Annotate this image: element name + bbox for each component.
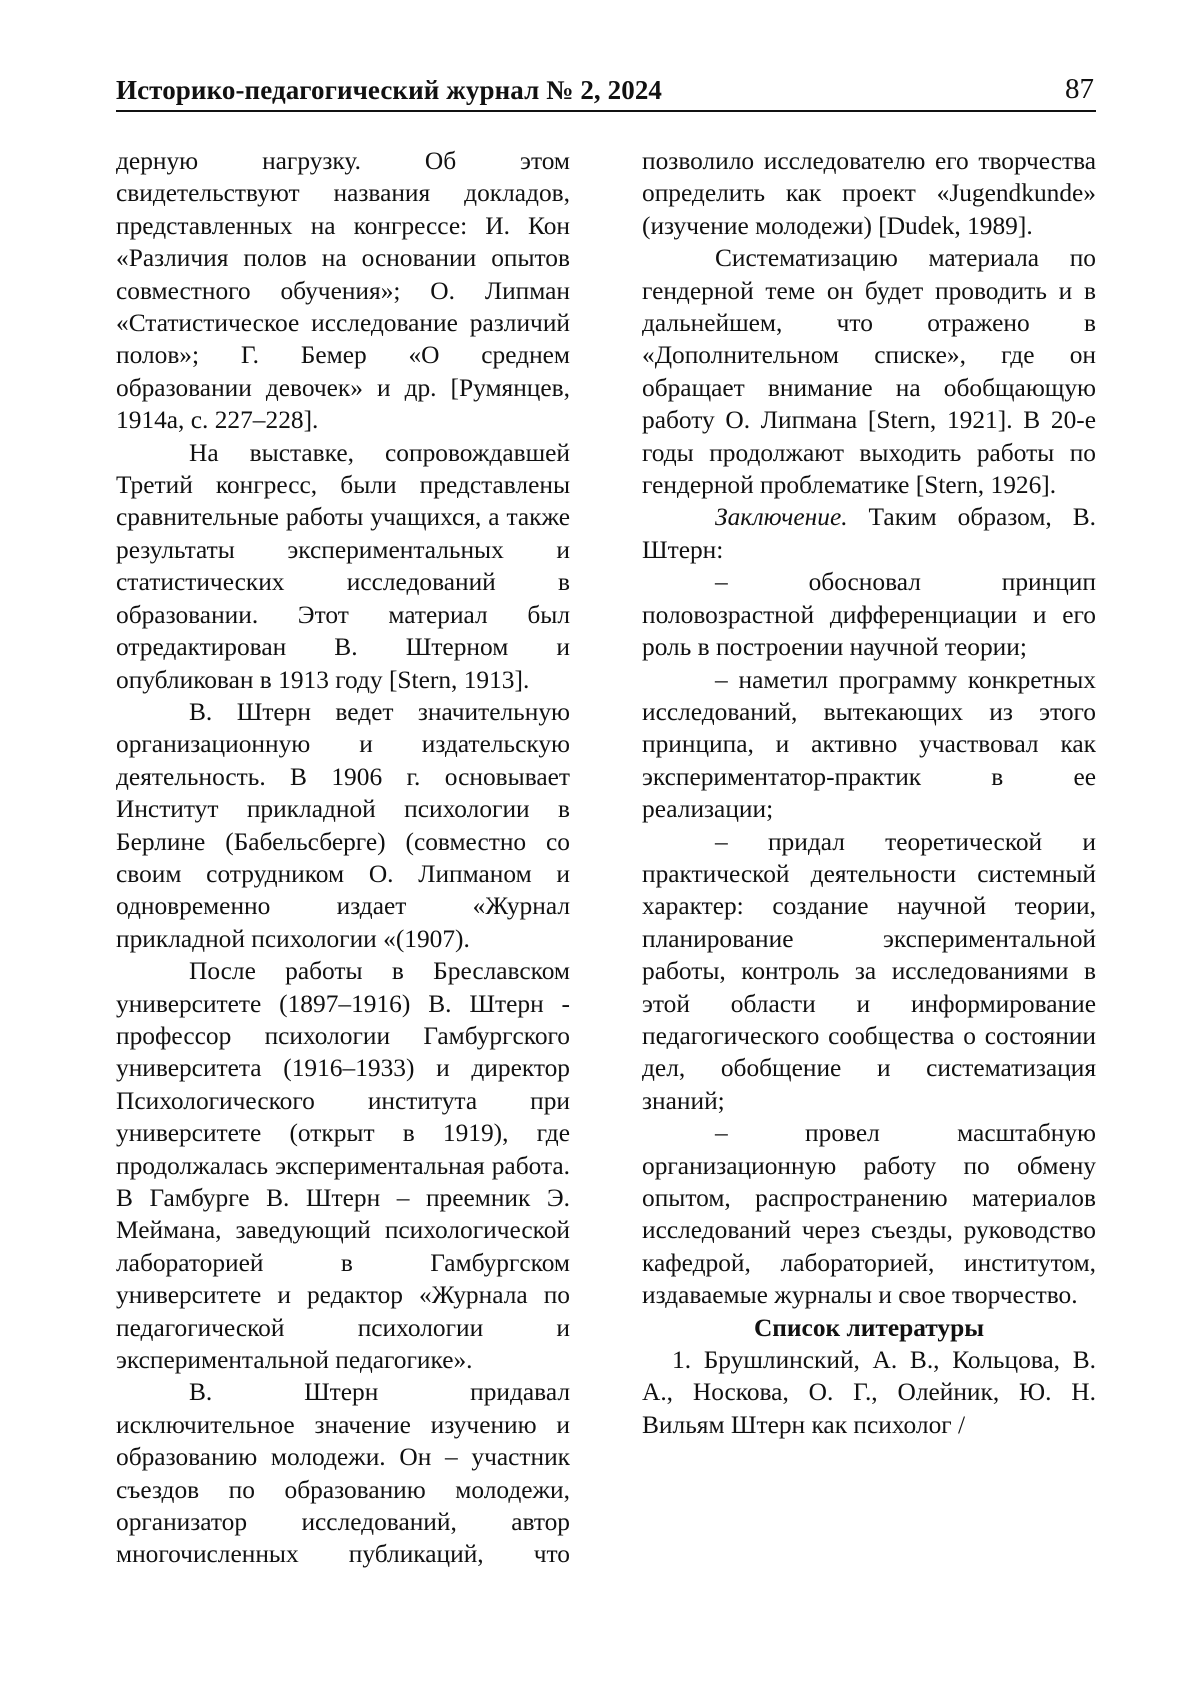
paragraph: позволило исследователю его творчества определить как проект «Jugendkunde» (изучение молодежи) [Dudek, 1989]. [642,145,1096,242]
reference-item: 1. Брушлинский, А. В., Кольцова, В. А., Носкова, О. Г., Олейник, Ю. Н. Вильям Штерн как психолог / [642,1344,1096,1441]
paragraph: Систематизацию материала по гендерной теме он будет проводить и в дальнейшем, что отражено в «Дополнительном списке», где он обращает внимание на обобщающую работу О. Липмана [Stern, 1921]. В 20-е годы продолжают выходить работы по гендерной проблематике [Stern, 1926]. [642,242,1096,501]
paragraph: дерную нагрузку. Об этом свидетельствуют названия докладов, представленных на конгрессе: И. Кон «Различия полов на основании опытов совместного обучения»; О. Липман «Статистическое исследование различий полов»; Г. Бемер «О среднем образовании девочек» и др. [Румянцев, 1914а, с. 227–228]. [116,145,570,437]
paragraph: В. Штерн придавал исключительное значение изучению и образованию молодежи. Он – участник съездов по образованию молодежи, организатор исследований, автор многочисленных публикаций, что [116,1376,570,1570]
journal-title: Историко-педагогический журнал № 2, 2024 [116,75,662,106]
conclusion-label: Заключение. [715,503,848,531]
list-item: – обосновал принцип половозрастной дифференциации и его роль в построении научной теории; [642,566,1096,663]
paragraph: На выставке, сопровождавшей Третий конгресс, были представлены сравнительные работы учащихся, а также результаты экспериментальных и статистических исследований в образовании. Этот материал был отредактирован В. Штерном и опубликован в 1913 году [Stern, 1913]. [116,437,570,696]
list-item: – придал теоретической и практической деятельности системный характер: создание научной теории, планирование экспериментальной работы, контроль за исследованиями в этой области и информирование педагогического сообщества о состоянии дел, обобщение и систематизация знаний; [642,826,1096,1118]
conclusion-paragraph [642,501,1096,566]
right-column [642,145,1096,1441]
paragraph: После работы в Бреславском университете (1897–1916) В. Штерн - профессор психологии Гамбургского университета (1916–1933) и директор Психологического института при университете (открыт в 1919), где продолжалась экспериментальная работа. В Гамбурге В. Штерн – преемник Э. Меймана, заведующий психологической лабораторией в Гамбургском университете и редактор «Журнала по педагогической психологии и экспериментальной педагогике». [116,955,570,1376]
list-item: – провел масштабную организационную работу по обмену опытом, распространению материалов исследований через съезды, руководство кафедрой, лабораторией, институтом, издаваемые журналы и свое творчество. [642,1117,1096,1311]
page-header [116,70,1096,112]
references-heading: Список литературы [642,1312,1096,1344]
page-number: 87 [1065,73,1094,106]
list-item: – наметил программу конкретных исследований, вытекающих из этого принципа, и активно участвовал как экспериментатор-практик в ее реализации; [642,664,1096,826]
paragraph: В. Штерн ведет значительную организационную и издательскую деятельность. В 1906 г. основывает Институт прикладной психологии в Берлине (Бабельсберге) (совместно со своим сотрудником О. Липманом и одновременно издает «Журнал прикладной психологии «(1907). [116,696,570,955]
left-column [116,145,570,1571]
conclusion-text: Таким образом, В. Штерн: [642,503,1096,563]
